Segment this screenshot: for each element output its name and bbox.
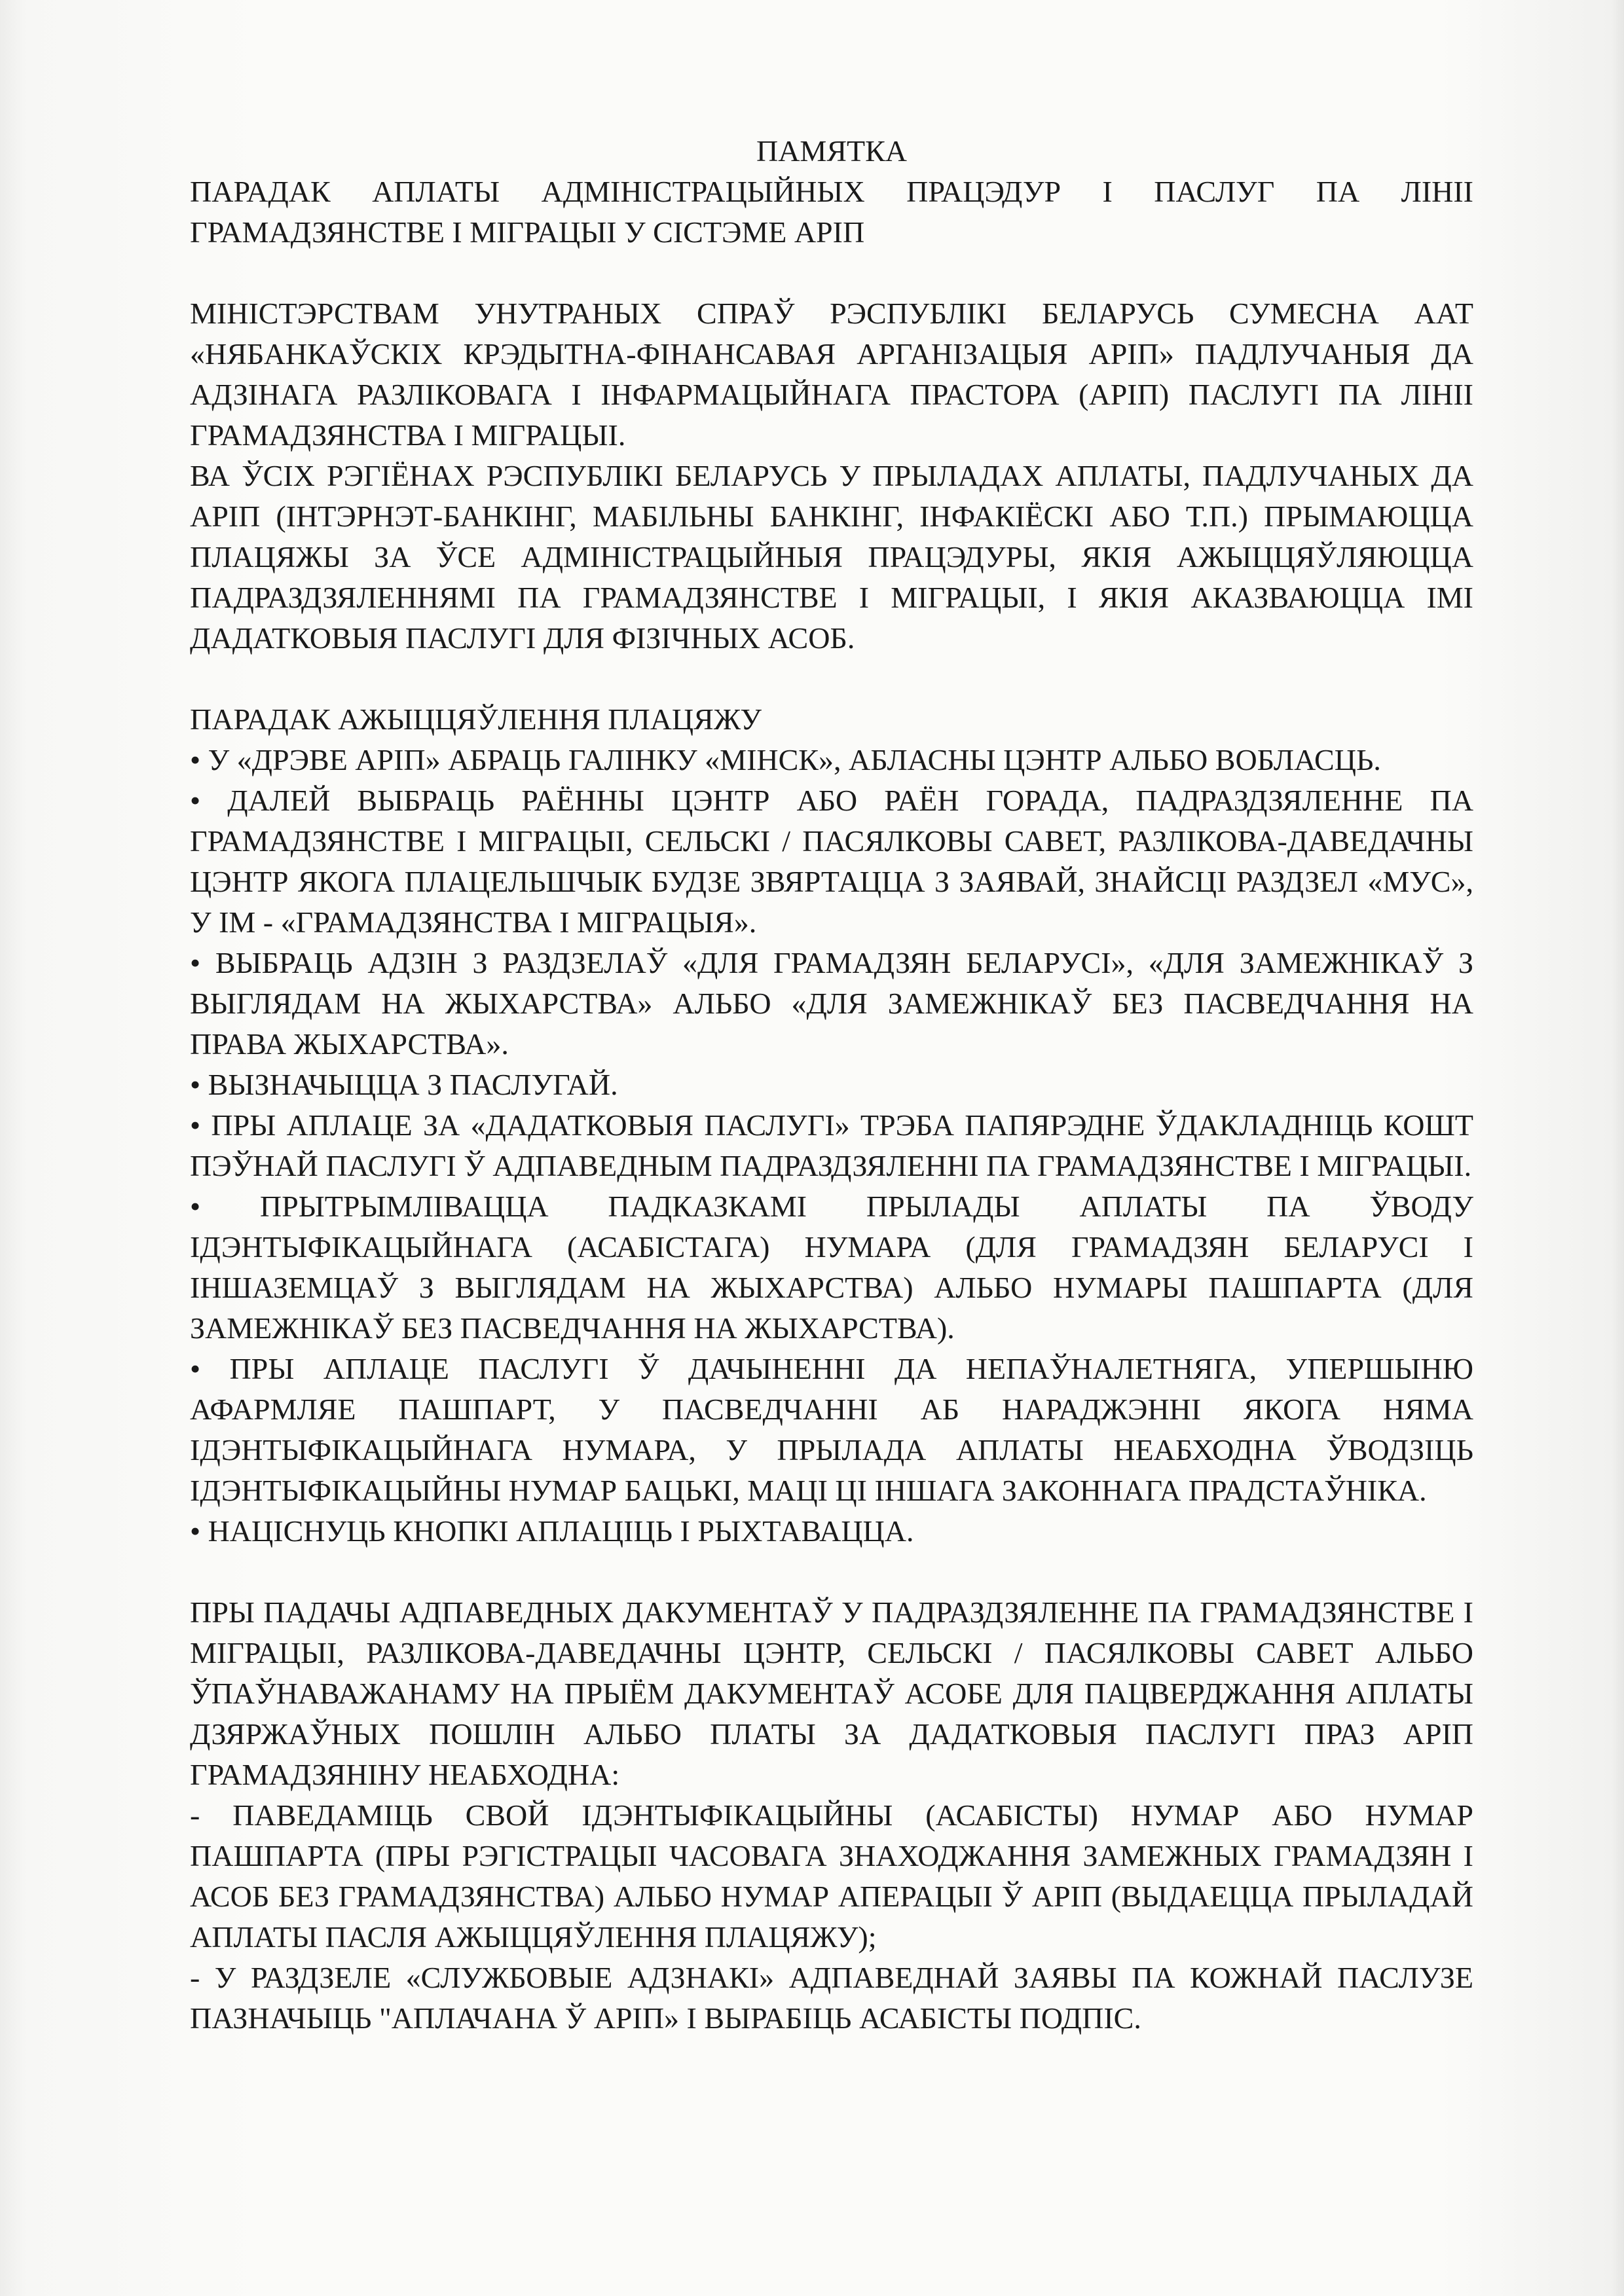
document-title: ПАМЯТКА [756, 134, 908, 168]
intro-paragraph: МІНІСТЭРСТВАМ УНУТРАНЫХ СПРАЎ РЭСПУБЛІКІ БЕЛАРУСЬ СУМЕСНА ААТ «НЯБАНКАЎСКІХ КРЭДЫТНА-ФІНАНСАВАЯ АРГАНІЗАЦЫЯ АРІП» ПАДЛУЧАНЫЯ ДА АДЗІНАГА РАЗЛІКОВАГА І ІНФАРМАЦЫЙНАГА ПРАСТОРА (АРІП) ПАСЛУГІ ПА ЛІНІІ ГРАМАДЗЯНСТВА І МІГРАЦЫІ. [190, 297, 1473, 452]
spacer [190, 1552, 1473, 1592]
procedure-step: • У «ДРЭВЕ АРІП» АБРАЦЬ ГАЛІНКУ «МІНСК», АБЛАСНЫ ЦЭНТР АЛЬБО ВОБЛАСЦЬ. [190, 740, 1473, 780]
spacer [190, 253, 1473, 293]
procedure-step: • ПРЫ АПЛАЦЕ ЗА «ДАДАТКОВЫЯ ПАСЛУГІ» ТРЭБА ПАПЯРЭДНЕ ЎДАКЛАДНІЦЬ КОШТ ПЭЎНАЙ ПАСЛУГІ Ў АДПАВЕДНЫМ ПАДРАЗДЗЯЛЕННІ ПА ГРАМАДЗЯНСТВЕ І МІГРАЦЫІ. [190, 1105, 1473, 1186]
spacer [190, 659, 1473, 699]
procedure-step: • ПРЫ АПЛАЦЕ ПАСЛУГІ Ў ДАЧЫНЕННІ ДА НЕПАЎНАЛЕТНЯГА, УПЕРШЫНЮ АФАРМЛЯЕ ПАШПАРТ, У ПАСВЕДЧАННІ АБ НАРАДЖЭННІ ЯКОГА НЯМА ІДЭНТЫФІКАЦЫЙНАГА НУМАРА, У ПРЫЛАДА АПЛАТЫ НЕАБХОДНА ЎВОДЗІЦЬ ІДЭНТЫФІКАЦЫЙНЫ НУМАР БАЦЬКІ, МАЦІ ЦІ ІНШАГА ЗАКОННАГА ПРАДСТАЎНІКА. [190, 1349, 1473, 1511]
procedure-step: • ВЫБРАЦЬ АДЗІН З РАЗДЗЕЛАЎ «ДЛЯ ГРАМАДЗЯН БЕЛАРУСІ», «ДЛЯ ЗАМЕЖНІКАЎ З ВЫГЛЯДАМ НА ЖЫХАРСТВА» АЛЬБО «ДЛЯ ЗАМЕЖНІКАЎ БЕЗ ПАСВЕДЧАННЯ НА ПРАВА ЖЫХАРСТВА». [190, 943, 1473, 1065]
intro-paragraph: ВА ЎСІХ РЭГІЁНАХ РЭСПУБЛІКІ БЕЛАРУСЬ У ПРЫЛАДАХ АПЛАТЫ, ПАДЛУЧАНЫХ ДА АРІП (ІНТЭРНЭТ-БАНКІНГ, МАБІЛЬНЫ БАНКІНГ, ІНФАКІЁСКІ АБО Т.П.) ПРЫМАЮЦЦА ПЛАЦЯЖЫ ЗА ЎСЕ АДМІНІСТРАЦЫЙНЫЯ ПРАЦЭДУРЫ, ЯКІЯ АЖЫЦЦЯЎЛЯЮЦЦА ПАДРАЗДЗЯЛЕННЯМІ ПА ГРАМАДЗЯНСТВЕ І МІГРАЦЫІ, І ЯКІЯ АКАЗВАЮЦЦА ІМІ ДАДАТКОВЫЯ ПАСЛУГІ ДЛЯ ФІЗІЧНЫХ АСОБ. [190, 459, 1473, 655]
procedure-step: • ПРЫТРЫМЛІВАЦЦА ПАДКАЗКАМІ ПРЫЛАДЫ АПЛАТЫ ПА ЎВОДУ ІДЭНТЫФІКАЦЫЙНАГА (АСАБІСТАГА) НУМАРА (ДЛЯ ГРАМАДЗЯН БЕЛАРУСІ І ІНШАЗЕМЦАЎ З ВЫГЛЯДАМ НА ЖЫХАРСТВА) АЛЬБО НУМАРЫ ПАШПАРТА (ДЛЯ ЗАМЕЖНІКАЎ БЕЗ ПАСВЕДЧАННЯ НА ЖЫХАРСТВА). [190, 1186, 1473, 1349]
submission-item: - У РАЗДЗЕЛЕ «СЛУЖБОВЫЕ АДЗНАКІ» АДПАВЕДНАЙ ЗАЯВЫ ПА КОЖНАЙ ПАСЛУЗЕ ПАЗНАЧЫЦЬ "АПЛАЧАНА Ў АРІП» І ВЫРАБІЦЬ АСАБІСТЫ ПОДПІС. [190, 1958, 1473, 2039]
document-subtitle: ПАРАДАК АПЛАТЫ АДМІНІСТРАЦЫЙНЫХ ПРАЦЭДУР І ПАСЛУГ ПА ЛІНІІ ГРАМАДЗЯНСТВЕ І МІГРАЦЫІ У СІСТЭМЕ АРІП [190, 175, 1473, 249]
procedure-step: • ВЫЗНАЧЫЦЦА З ПАСЛУГАЙ. [190, 1065, 1473, 1105]
submission-item: - ПАВЕДАМІЦЬ СВОЙ ІДЭНТЫФІКАЦЫЙНЫ (АСАБІСТЫ) НУМАР АБО НУМАР ПАШПАРТА (ПРЫ РЭГІСТРАЦЫІ ЧАСОВАГА ЗНАХОДЖАННЯ ЗАМЕЖНЫХ ГРАМАДЗЯН І АСОБ БЕЗ ГРАМАДЗЯНСТВА) АЛЬБО НУМАР АПЕРАЦЫІ Ў АРІП (ВЫДАЕЦЦА ПРЫЛАДАЙ АПЛАТЫ ПАСЛЯ АЖЫЦЦЯЎЛЕННЯ ПЛАЦЯЖУ); [190, 1795, 1473, 1958]
submission-paragraph: ПРЫ ПАДАЧЫ АДПАВЕДНЫХ ДАКУМЕНТАЎ У ПАДРАЗДЗЯЛЕННЕ ПА ГРАМАДЗЯНСТВЕ І МІГРАЦЫІ, РАЗЛІКОВА-ДАВЕДАЧНЫ ЦЭНТР, СЕЛЬСКІ / ПАСЯЛКОВЫ САВЕТ АЛЬБО ЎПАЎНАВАЖАНАМУ НА ПРЫЁМ ДАКУМЕНТАЎ АСОБЕ ДЛЯ ПАЦВЕРДЖАННЯ АПЛАТЫ ДЗЯРЖАЎНЫХ ПОШЛІН АЛЬБО ПЛАТЫ ЗА ДАДАТКОВЫЯ ПАСЛУГІ ПРАЗ АРІП ГРАМАДЗЯНІНУ НЕАБХОДНА: [190, 1595, 1473, 1791]
document-page [190, 131, 1473, 2039]
procedure-heading: ПАРАДАК АЖЫЦЦЯЎЛЕННЯ ПЛАЦЯЖУ [190, 702, 762, 736]
procedure-step: • НАЦІСНУЦЬ КНОПКІ АПЛАЦІЦЬ І РЫХТАВАЦЦА. [190, 1511, 1473, 1552]
procedure-step: • ДАЛЕЙ ВЫБРАЦЬ РАЁННЫ ЦЭНТР АБО РАЁН ГОРАДА, ПАДРАЗДЗЯЛЕННЕ ПА ГРАМАДЗЯНСТВЕ І МІГРАЦЫІ, СЕЛЬСКІ / ПАСЯЛКОВЫ САВЕТ, РАЗЛІКОВА-ДАВЕДАЧНЫ ЦЭНТР ЯКОГА ПЛАЦЕЛЬШЧЫК БУДЗЕ ЗВЯРТАЦЦА З ЗАЯВАЙ, ЗНАЙСЦІ РАЗДЗЕЛ «МУС», У ІМ - «ГРАМАДЗЯНСТВА І МІГРАЦЫЯ». [190, 780, 1473, 943]
